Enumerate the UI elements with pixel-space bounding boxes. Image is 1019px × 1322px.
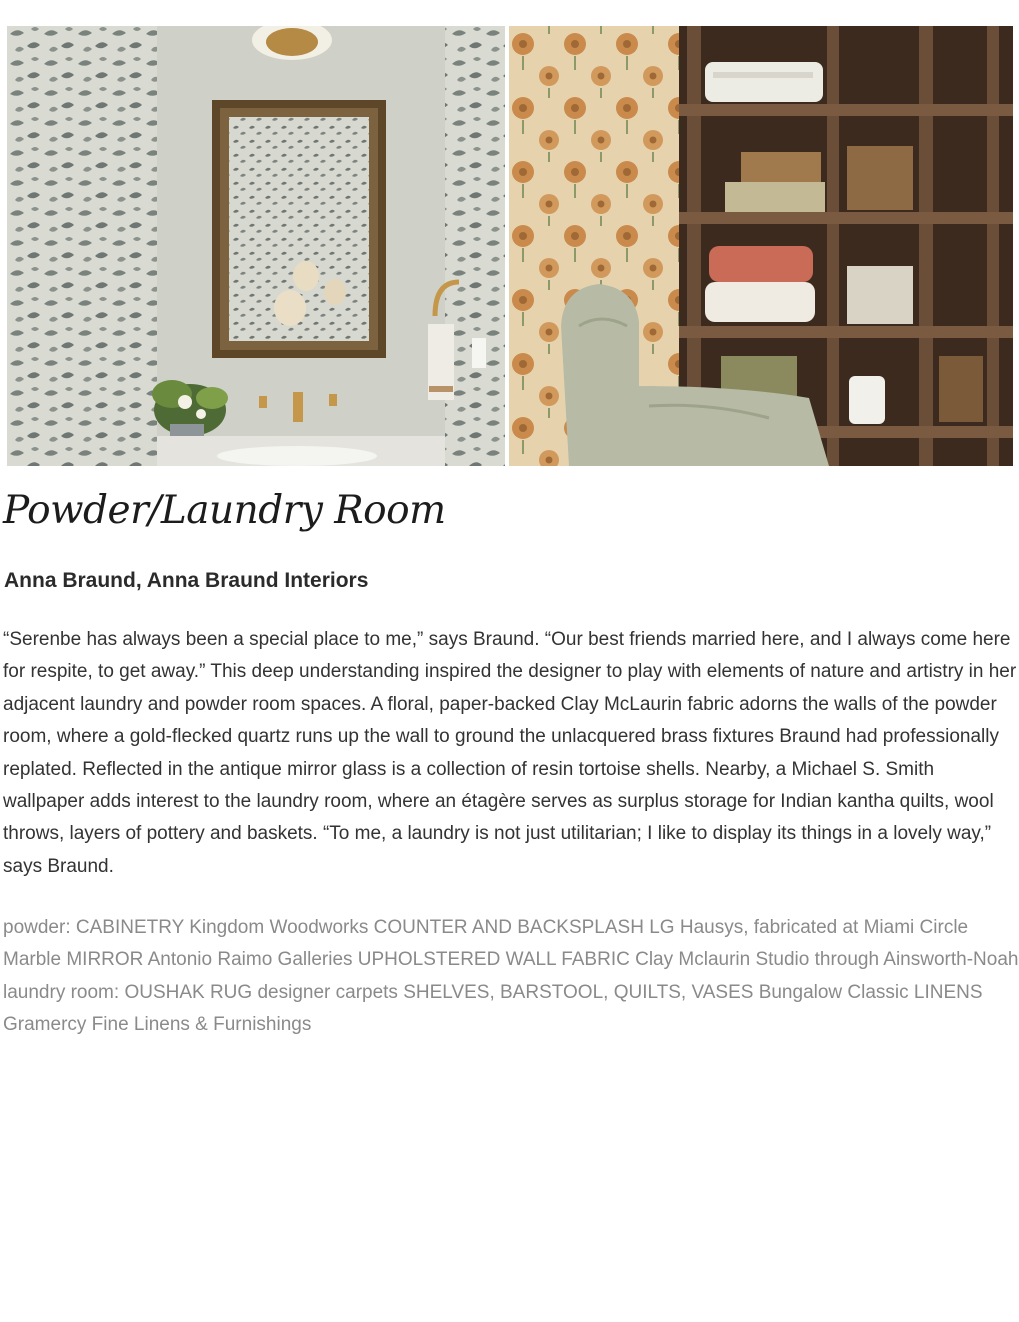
powder-room-photo xyxy=(7,26,505,466)
laundry-room-photo xyxy=(509,26,1013,466)
photo-row xyxy=(7,26,1013,466)
laundry-room-illustration xyxy=(509,26,1013,466)
laundry-room-credits: laundry room: OUSHAK RUG designer carpets SHELVES, BARSTOOL, QUILTS, VASES Bungalow Classic LINENS Gramercy Fine Linens & Furnishings xyxy=(3,981,983,1036)
sources-credits xyxy=(3,912,1019,1042)
article-body: “Serenbe has always been a special place to me,” says Braund. “Our best friends married here, and I always come here for respite, to get away.” This deep understanding inspired the designer to play with elements of nature and artistry in her adjacent laundry and powder room spaces. A floral, paper-backed Clay McLaurin fabric adorns the walls of the powder room, where a gold-flecked quartz runs up the wall to ground the unlacquered brass fixtures Braund had professionally replated. Reflected in the antique mirror glass is a collection of resin tortoise shells. Nearby, a Michael S. Smith wallpaper adds interest to the laundry room, where an étagère serves as surplus storage for Indian kantha quilts, wool throws, layers of pottery and baskets. “To me, a laundry is not just utilitarian; I like to display its things in a lovely way,” says Braund. xyxy=(3,629,1017,877)
powder-room-credits: powder: CABINETRY Kingdom Woodworks COUNTER AND BACKSPLASH LG Hausys, fabricated at Miami Circle Marble MIRROR Antonio Raimo Galleries UPHOLSTERED WALL FABRIC Clay Mclaurin Studio through Ainsworth-Noah xyxy=(3,917,1019,971)
powder-room-illustration xyxy=(7,26,505,466)
designer-byline: Anna Braund, Anna Braund Interiors xyxy=(4,569,369,592)
section-title: Powder/Laundry Room xyxy=(3,488,446,533)
